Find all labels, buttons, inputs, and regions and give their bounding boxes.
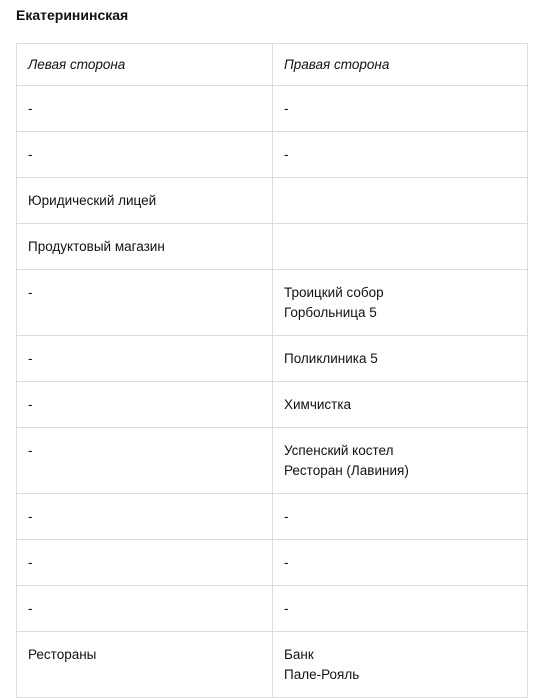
cell-text: - [284, 555, 289, 570]
cell-text: - [284, 601, 289, 616]
cell-right-side [273, 336, 528, 382]
cell-left-side [17, 494, 273, 540]
cell-right-side [273, 540, 528, 586]
cell-text: Ресторан (Лавиния) [284, 463, 409, 478]
cell-left-side [17, 270, 273, 336]
streets-table [16, 43, 528, 698]
cell-right-side [273, 428, 528, 494]
cell-text: Пале-Рояль [284, 667, 360, 682]
cell-left-side [17, 632, 273, 698]
cell-right-side [273, 382, 528, 428]
cell-text: Горбольница 5 [284, 305, 377, 320]
cell-left-side [17, 336, 273, 382]
cell-text: Успенский костел [284, 443, 394, 458]
cell-left-side [17, 178, 273, 224]
cell-text: - [284, 147, 289, 162]
cell-text: - [28, 147, 33, 162]
cell-text: - [28, 285, 33, 300]
cell-text: - [28, 555, 33, 570]
table-row [17, 428, 528, 494]
cell-text: - [28, 601, 33, 616]
page-title: Екатерининская [16, 7, 129, 23]
cell-left-side [17, 428, 273, 494]
cell-text: Банк [284, 647, 314, 662]
cell-text: - [284, 101, 289, 116]
table-row [17, 132, 528, 178]
cell-right-side [273, 224, 528, 270]
table-row [17, 86, 528, 132]
cell-right-side [273, 494, 528, 540]
cell-left-side [17, 86, 273, 132]
table-row [17, 540, 528, 586]
table-row [17, 494, 528, 540]
header-right-side: Правая сторона [273, 44, 528, 86]
cell-text: Продуктовый магазин [28, 239, 165, 254]
cell-text: - [284, 509, 289, 524]
cell-left-side [17, 224, 273, 270]
cell-text: Химчистка [284, 397, 352, 412]
cell-text: Юридический лицей [28, 193, 157, 208]
table-row [17, 224, 528, 270]
cell-left-side [17, 540, 273, 586]
cell-left-side [17, 382, 273, 428]
cell-right-side [273, 178, 528, 224]
table-row [17, 178, 528, 224]
cell-text: Троицкий собор [284, 285, 384, 300]
header-left-side: Левая сторона [17, 44, 273, 86]
cell-text: - [28, 397, 33, 412]
cell-right-side [273, 86, 528, 132]
cell-text: - [28, 101, 33, 116]
table-row [17, 270, 528, 336]
cell-right-side [273, 632, 528, 698]
table-row [17, 382, 528, 428]
table-row [17, 632, 528, 698]
table-row [17, 336, 528, 382]
cell-text: - [28, 351, 33, 366]
cell-right-side [273, 586, 528, 632]
cell-left-side [17, 132, 273, 178]
table-row [17, 586, 528, 632]
cell-right-side [273, 132, 528, 178]
cell-text: - [28, 509, 33, 524]
table-body [17, 86, 528, 698]
cell-text: Поликлиника 5 [284, 351, 378, 366]
cell-right-side [273, 270, 528, 336]
table-header-row [17, 44, 528, 86]
cell-left-side [17, 586, 273, 632]
cell-text: Рестораны [28, 647, 97, 662]
cell-text: - [28, 443, 33, 458]
